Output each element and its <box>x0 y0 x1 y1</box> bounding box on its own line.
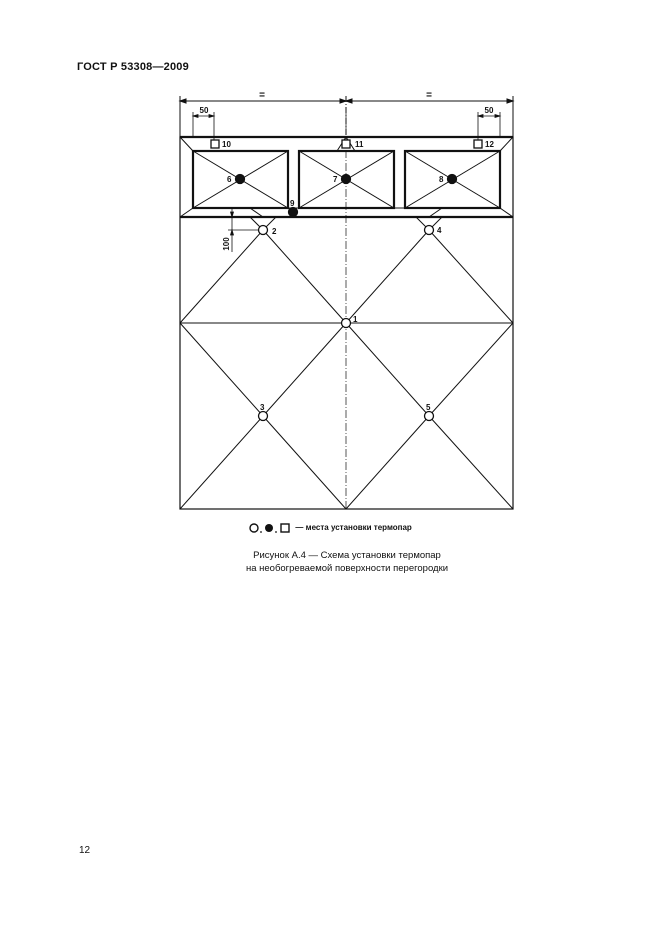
point-label-12: 12 <box>485 140 494 149</box>
legend-open-circle-icon <box>250 524 258 532</box>
marker-filled-7 <box>342 175 351 184</box>
marker-filled-9 <box>289 208 298 217</box>
marker-filled-8 <box>448 175 457 184</box>
marker-square-11 <box>342 140 350 148</box>
legend <box>0 522 661 534</box>
marker-square-12 <box>474 140 482 148</box>
legend-filled-circle-icon <box>265 524 273 532</box>
legend-text: — места установки термопар <box>295 523 412 533</box>
point-label-1: 1 <box>353 315 358 324</box>
point-label-3: 3 <box>260 403 265 412</box>
dim-top-right: = <box>426 90 432 101</box>
document-header: ГОСТ Р 53308—2009 <box>77 61 189 73</box>
marker-filled-6 <box>236 175 245 184</box>
lower-grid <box>180 111 513 509</box>
page-number: 12 <box>79 845 91 856</box>
legend-square-icon <box>281 524 289 532</box>
point-label-11: 11 <box>355 140 364 149</box>
marker-open-2 <box>259 226 268 235</box>
caption-line-2: на необогреваемой поверхности перегородки <box>245 563 449 574</box>
caption-line-1: Рисунок А.4 — Схема установки термопар <box>253 550 441 561</box>
point-label-6: 6 <box>227 175 232 184</box>
dim-left-offset: 50 <box>199 106 209 115</box>
point-label-9: 9 <box>290 199 295 208</box>
marker-open-3 <box>259 412 268 421</box>
point-label-10: 10 <box>222 140 231 149</box>
marker-open-1 <box>342 319 351 328</box>
point-label-5: 5 <box>426 403 431 412</box>
dim-vertical-offset: 100 <box>222 237 231 251</box>
point-label-2: 2 <box>272 227 277 236</box>
top-dimension <box>180 96 513 137</box>
vertical-dimension <box>228 208 263 252</box>
dim-right-offset: 50 <box>484 106 494 115</box>
point-label-4: 4 <box>437 226 442 235</box>
point-label-7: 7 <box>333 175 338 184</box>
point-label-8: 8 <box>439 175 444 184</box>
marker-open-5 <box>425 412 434 421</box>
marker-square-10 <box>211 140 219 148</box>
figure-caption <box>0 549 661 575</box>
marker-open-4 <box>425 226 434 235</box>
dim-top-left: = <box>259 90 265 101</box>
legend-symbols <box>249 522 293 534</box>
